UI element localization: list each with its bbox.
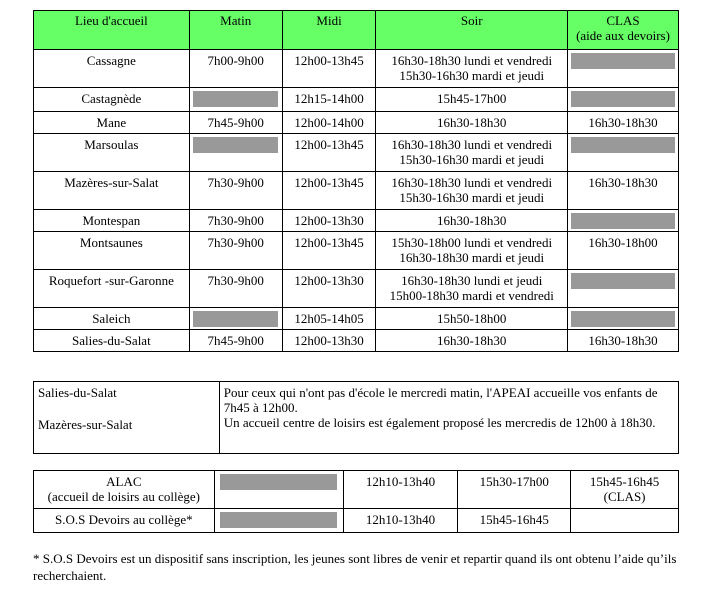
college-table (33, 470, 679, 533)
soir-line-2: 15h30-16h30 mardi et jeudi (399, 190, 545, 205)
header-matin: Matin (189, 11, 282, 50)
wednesday-info (219, 382, 678, 454)
matin-cell (189, 88, 282, 112)
unavailable-block (193, 91, 278, 107)
clas-cell (567, 210, 678, 232)
wednesday-text-1: Pour ceux qui n'ont pas d'école le mercredi matin, l'APEAI accueille vos enfants de 7h45 à 12h00. (223, 385, 658, 415)
matin-cell (189, 134, 282, 172)
soir-cell (376, 134, 568, 172)
alac-row (34, 471, 679, 509)
midi-cell: 12h00-13h30 (282, 330, 376, 352)
header-clas (567, 11, 678, 50)
unavailable-block (193, 311, 278, 327)
lieu-cell: Mazères-sur-Salat (34, 172, 190, 210)
soir-cell (376, 50, 568, 88)
unavailable-block (571, 311, 675, 327)
matin-cell: 7h30-9h00 (189, 172, 282, 210)
midi-cell: 12h05-14h05 (282, 308, 376, 330)
header-midi: Midi (282, 11, 376, 50)
alac-clas: 15h45-16h45 (589, 474, 660, 489)
midi-cell: 12h00-14h00 (282, 112, 376, 134)
soir-cell (376, 210, 568, 232)
alac-label-cell (34, 471, 215, 509)
soir-line-1: 16h30-18h30 lundi et jeudi (401, 273, 543, 288)
soir-cell (376, 308, 568, 330)
alac-label: ALAC (106, 474, 142, 489)
schedule-table (33, 10, 679, 352)
soir-cell (376, 330, 568, 352)
schedule-body (34, 50, 679, 352)
matin-cell: 7h30-9h00 (189, 270, 282, 308)
matin-cell: 7h30-9h00 (189, 232, 282, 270)
header-clas-title: CLAS (606, 13, 640, 28)
clas-cell (567, 270, 678, 308)
soir-line-2: 15h00-18h30 mardi et vendredi (389, 288, 554, 303)
soir-cell (376, 232, 568, 270)
midi-cell: 12h00-13h45 (282, 172, 376, 210)
wednesday-places (34, 382, 220, 454)
soir-line-1: 15h45-17h00 (437, 91, 507, 106)
sos-clas-cell (571, 509, 679, 533)
unavailable-block (193, 137, 278, 153)
table-row (34, 330, 679, 352)
alac-soir: 15h30-17h00 (458, 471, 571, 509)
alac-sublabel: (accueil de loisirs au collège) (47, 489, 200, 504)
unavailable-block (571, 53, 675, 69)
clas-cell: 16h30-18h30 (567, 172, 678, 210)
soir-cell (376, 88, 568, 112)
clas-cell: 16h30-18h00 (567, 232, 678, 270)
unavailable-block (571, 213, 675, 229)
lieu-cell: Castagnède (34, 88, 190, 112)
header-soir: Soir (376, 11, 568, 50)
sos-matin-cell (214, 509, 343, 533)
soir-cell (376, 172, 568, 210)
alac-matin-cell (214, 471, 343, 509)
table-row (34, 134, 679, 172)
unavailable-block (571, 137, 675, 153)
midi-cell: 12h15-14h00 (282, 88, 376, 112)
sos-soir: 15h45-16h45 (458, 509, 571, 533)
table-row (34, 210, 679, 232)
alac-clas-cell (571, 471, 679, 509)
clas-cell: 16h30-18h30 (567, 112, 678, 134)
wednesday-place-1: Salies-du-Salat (38, 385, 117, 400)
soir-line-2: 16h30-18h30 mardi et jeudi (399, 250, 545, 265)
matin-cell: 7h45-9h00 (189, 112, 282, 134)
midi-cell: 12h00-13h45 (282, 50, 376, 88)
unavailable-block (220, 474, 337, 490)
midi-cell: 12h00-13h45 (282, 134, 376, 172)
wednesday-row (34, 382, 679, 454)
header-clas-subtitle: (aide aux devoirs) (576, 28, 670, 43)
table-row (34, 88, 679, 112)
clas-cell: 16h30-18h30 (567, 330, 678, 352)
sos-midi: 12h10-13h40 (343, 509, 458, 533)
soir-line-2: 15h30-16h30 mardi et jeudi (399, 68, 545, 83)
soir-line-1: 15h30-18h00 lundi et vendredi (391, 235, 553, 250)
lieu-cell: Mane (34, 112, 190, 134)
lieu-cell: Marsoulas (34, 134, 190, 172)
unavailable-block (220, 512, 337, 528)
soir-line-1: 15h50-18h00 (437, 311, 507, 326)
soir-line-2: 15h30-16h30 mardi et jeudi (399, 152, 545, 167)
lieu-cell: Cassagne (34, 50, 190, 88)
soir-cell (376, 270, 568, 308)
table-row (34, 308, 679, 330)
wednesday-place-2: Mazères-sur-Salat (38, 417, 133, 432)
soir-line-1: 16h30-18h30 lundi et vendredi (391, 53, 553, 68)
table-row (34, 270, 679, 308)
sos-label: S.O.S Devoirs au collège* (34, 509, 215, 533)
matin-cell (189, 308, 282, 330)
midi-cell: 12h00-13h30 (282, 210, 376, 232)
clas-cell (567, 134, 678, 172)
clas-cell (567, 88, 678, 112)
unavailable-block (571, 91, 675, 107)
lieu-cell: Montespan (34, 210, 190, 232)
lieu-cell: Montsaunes (34, 232, 190, 270)
table-row (34, 112, 679, 134)
lieu-cell: Salies-du-Salat (34, 330, 190, 352)
midi-cell: 12h00-13h45 (282, 232, 376, 270)
soir-line-1: 16h30-18h30 lundi et vendredi (391, 137, 553, 152)
soir-line-1: 16h30-18h30 (437, 115, 507, 130)
clas-cell (567, 50, 678, 88)
header-lieu: Lieu d'accueil (34, 11, 190, 50)
schedule-header-row (34, 11, 679, 50)
matin-cell: 7h00-9h00 (189, 50, 282, 88)
wednesday-text-2: Un accueil centre de loisirs est également proposé les mercredis de 12h00 à 18h30. (223, 415, 656, 430)
matin-cell: 7h30-9h00 (189, 210, 282, 232)
soir-line-1: 16h30-18h30 (437, 213, 507, 228)
wednesday-table (33, 381, 679, 454)
midi-cell: 12h00-13h30 (282, 270, 376, 308)
lieu-cell: Saleich (34, 308, 190, 330)
soir-line-1: 16h30-18h30 (437, 333, 507, 348)
alac-midi: 12h10-13h40 (343, 471, 458, 509)
table-row (34, 50, 679, 88)
table-row (34, 172, 679, 210)
table-row (34, 232, 679, 270)
soir-line-1: 16h30-18h30 lundi et vendredi (391, 175, 553, 190)
soir-cell (376, 112, 568, 134)
footnote: * S.O.S Devoirs est un dispositif sans inscription, les jeunes sont libres de venir et repartir quand ils ont obtenu l’aide qu’ils recherchaient. (33, 551, 677, 583)
alac-clas-sub: (CLAS) (603, 489, 646, 504)
sos-row (34, 509, 679, 533)
unavailable-block (571, 273, 675, 289)
matin-cell: 7h45-9h00 (189, 330, 282, 352)
clas-cell (567, 308, 678, 330)
lieu-cell: Roquefort -sur-Garonne (34, 270, 190, 308)
